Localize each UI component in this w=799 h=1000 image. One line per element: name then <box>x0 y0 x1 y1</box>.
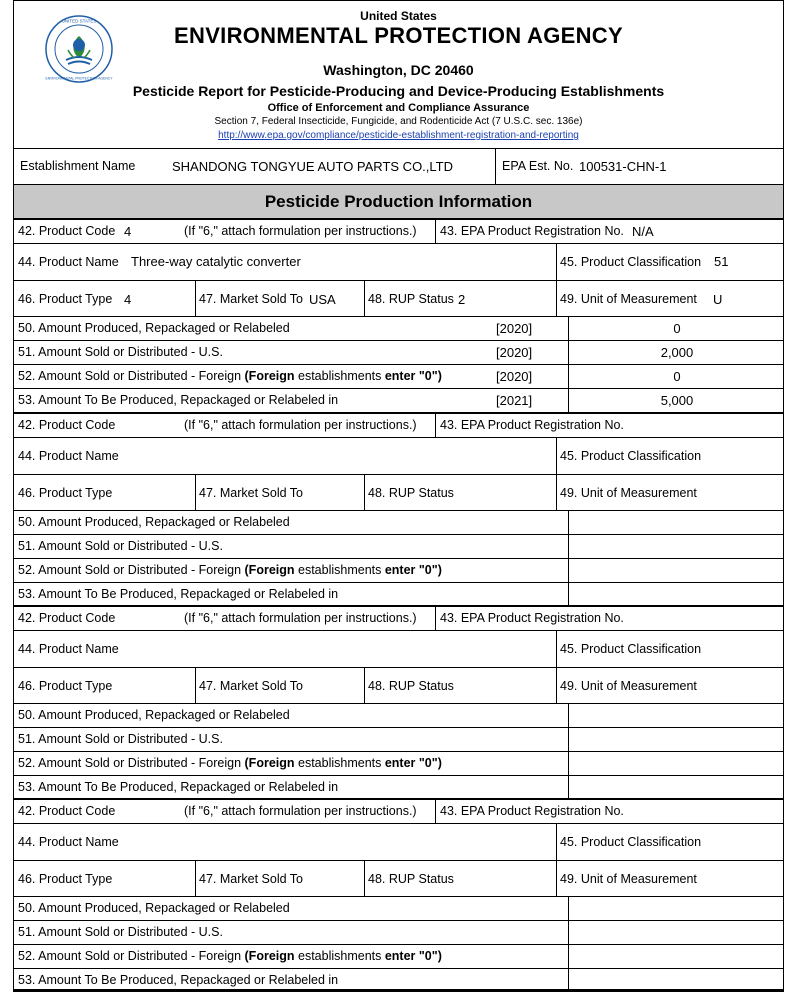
rup-status-label: 48. RUP Status <box>368 292 454 306</box>
divider <box>556 281 557 316</box>
form-header <box>13 0 784 148</box>
rup-status-field[interactable]: 2 <box>458 292 466 307</box>
row-product-code <box>14 412 783 438</box>
sold-us-label: 51. Amount Sold or Distributed - U.S. <box>18 732 223 746</box>
product-code-label: 42. Product Code <box>18 804 116 818</box>
divider <box>568 969 569 992</box>
formulation-note: (If "6," attach formulation per instructions.) <box>184 611 417 625</box>
to-produce-label: 53. Amount To Be Produced, Repackaged or Relabeled in <box>18 393 339 407</box>
establishment-name-field[interactable]: SHANDONG TONGYUE AUTO PARTS CO.,LTD <box>172 159 453 174</box>
divider <box>495 149 496 184</box>
amount-produced-label: 50. Amount Produced, Repackaged or Relabeled <box>18 321 290 335</box>
row-to-produce <box>14 389 783 412</box>
divider <box>568 704 569 727</box>
row-sold-foreign <box>14 752 783 776</box>
registration-field[interactable]: N/A <box>632 224 654 239</box>
divider <box>568 921 569 944</box>
divider <box>364 668 365 703</box>
unit-label: 49. Unit of Measurement <box>560 679 697 693</box>
row-to-produce <box>14 776 783 799</box>
divider <box>556 244 557 280</box>
header-agency: ENVIRONMENTAL PROTECTION AGENCY <box>174 23 623 48</box>
sold-us-label: 51. Amount Sold or Distributed - U.S. <box>18 539 223 553</box>
row-sold-us <box>14 535 783 559</box>
year-produced[interactable]: [2020] <box>496 321 533 336</box>
row-sold-us <box>14 921 783 945</box>
row-product-type <box>14 281 783 317</box>
row-product-name <box>14 824 783 861</box>
header-office: Office of Enforcement and Compliance Assurance <box>267 102 530 114</box>
classification-label: 45. Product Classification <box>560 835 702 849</box>
row-sold-us <box>14 728 783 752</box>
divider <box>556 861 557 896</box>
product-type-field[interactable]: 4 <box>124 292 132 307</box>
product-name-label: 44. Product Name <box>18 642 119 656</box>
sold-us-label: 51. Amount Sold or Distributed - U.S. <box>18 925 223 939</box>
divider <box>568 776 569 799</box>
to-produce-label: 53. Amount To Be Produced, Repackaged or Relabeled in <box>18 587 339 601</box>
classification-label: 45. Product Classification <box>560 255 702 269</box>
row-product-code <box>14 218 783 244</box>
product-name-label: 44. Product Name <box>18 255 119 269</box>
svg-text:UNITED STATES: UNITED STATES <box>61 18 97 24</box>
header-url-link[interactable]: http://www.epa.gov/compliance/pesticide-establishment-registration-and-reporting <box>218 130 579 141</box>
unit-label: 49. Unit of Measurement <box>560 292 697 306</box>
product-name-label: 44. Product Name <box>18 835 119 849</box>
registration-label: 43. EPA Product Registration No. <box>440 224 624 238</box>
market-field[interactable]: USA <box>309 292 336 307</box>
header-city: Washington, DC 20460 <box>323 62 474 78</box>
divider <box>195 668 196 703</box>
unit-label: 49. Unit of Measurement <box>560 872 697 886</box>
product-block <box>13 605 784 799</box>
formulation-note: (If "6," attach formulation per instructions.) <box>184 418 417 432</box>
sold-us-field[interactable]: 2,000 <box>660 345 694 360</box>
classification-label: 45. Product Classification <box>560 642 702 656</box>
divider <box>568 752 569 775</box>
divider <box>556 475 557 510</box>
svg-text:ENVIRONMENTAL PROTECTION AGENC: ENVIRONMENTAL PROTECTION AGENCY <box>45 76 113 81</box>
sold-foreign-label: 52. Amount Sold or Distributed - Foreign (Foreign establishments enter "0") <box>18 563 442 577</box>
unit-label: 49. Unit of Measurement <box>560 486 697 500</box>
year-sold-us[interactable]: [2020] <box>496 345 533 360</box>
market-label: 47. Market Sold To <box>199 486 303 500</box>
year-sold-foreign[interactable]: [2020] <box>496 369 533 384</box>
sold-foreign-label: 52. Amount Sold or Distributed - Foreign (Foreign establishments enter "0") <box>18 369 442 383</box>
rup-status-label: 48. RUP Status <box>368 679 454 693</box>
divider <box>364 475 365 510</box>
divider <box>568 945 569 968</box>
divider <box>568 728 569 751</box>
row-amount-produced <box>14 704 783 728</box>
product-block <box>13 412 784 606</box>
row-sold-foreign <box>14 559 783 583</box>
rup-status-label: 48. RUP Status <box>368 486 454 500</box>
registration-label: 43. EPA Product Registration No. <box>440 611 624 625</box>
divider <box>364 281 365 316</box>
divider <box>364 861 365 896</box>
divider <box>435 800 436 823</box>
classification-label: 45. Product Classification <box>560 449 702 463</box>
establishment-row <box>13 148 784 185</box>
divider <box>195 281 196 316</box>
to-produce-label: 53. Amount To Be Produced, Repackaged or Relabeled in <box>18 973 339 987</box>
product-name-field[interactable]: Three-way catalytic converter <box>131 254 301 269</box>
sold-foreign-label: 52. Amount Sold or Distributed - Foreign (Foreign establishments enter "0") <box>18 756 442 770</box>
product-type-label: 46. Product Type <box>18 872 113 886</box>
divider <box>195 475 196 510</box>
product-code-label: 42. Product Code <box>18 418 116 432</box>
row-product-type <box>14 668 783 704</box>
divider <box>435 220 436 243</box>
divider <box>556 631 557 667</box>
year-to-produce[interactable]: [2021] <box>496 393 533 408</box>
divider <box>568 583 569 606</box>
divider <box>568 535 569 558</box>
to-produce-label: 53. Amount To Be Produced, Repackaged or Relabeled in <box>18 780 339 794</box>
product-code-field[interactable]: 4 <box>124 224 132 239</box>
epa-est-no-label: EPA Est. No. <box>502 159 574 173</box>
row-product-name <box>14 244 783 281</box>
row-product-code <box>14 798 783 824</box>
registration-label: 43. EPA Product Registration No. <box>440 418 624 432</box>
report-title: Pesticide Report for Pesticide-Producing and Device-Producing Establishments <box>132 83 665 99</box>
market-label: 47. Market Sold To <box>199 679 303 693</box>
rup-status-label: 48. RUP Status <box>368 872 454 886</box>
divider <box>568 897 569 920</box>
row-product-code <box>14 605 783 631</box>
divider <box>556 824 557 860</box>
classification-field[interactable]: 51 <box>714 254 729 269</box>
header-country: United States <box>360 9 437 23</box>
sold-foreign-field[interactable]: 0 <box>673 369 681 384</box>
divider <box>195 861 196 896</box>
formulation-note: (If "6," attach formulation per instructions.) <box>184 804 417 818</box>
divider <box>435 414 436 437</box>
sold-us-label: 51. Amount Sold or Distributed - U.S. <box>18 345 223 359</box>
amount-produced-label: 50. Amount Produced, Repackaged or Relabeled <box>18 901 290 915</box>
section-title: Pesticide Production Information <box>13 185 784 218</box>
row-sold-us <box>14 341 783 365</box>
establishment-name-label: Establishment Name <box>20 159 136 173</box>
product-type-label: 46. Product Type <box>18 292 113 306</box>
product-block <box>13 798 784 992</box>
divider <box>556 438 557 474</box>
row-sold-foreign <box>14 945 783 969</box>
sold-foreign-label: 52. Amount Sold or Distributed - Foreign (Foreign establishments enter "0") <box>18 949 442 963</box>
market-label: 47. Market Sold To <box>199 872 303 886</box>
row-product-name <box>14 438 783 475</box>
header-section: Section 7, Federal Insecticide, Fungicide, and Rodenticide Act (7 U.S.C. sec. 136e) <box>214 116 583 127</box>
row-to-produce <box>14 583 783 606</box>
row-amount-produced <box>14 897 783 921</box>
product-type-label: 46. Product Type <box>18 486 113 500</box>
amount-produced-label: 50. Amount Produced, Repackaged or Relabeled <box>18 708 290 722</box>
product-code-label: 42. Product Code <box>18 611 116 625</box>
amount-produced-label: 50. Amount Produced, Repackaged or Relabeled <box>18 515 290 529</box>
divider <box>568 511 569 534</box>
product-block <box>13 218 784 412</box>
amount-produced-field[interactable]: 0 <box>673 321 681 336</box>
registration-label: 43. EPA Product Registration No. <box>440 804 624 818</box>
row-amount-produced <box>14 317 783 341</box>
divider <box>556 668 557 703</box>
row-to-produce <box>14 969 783 992</box>
epa-est-no-field[interactable]: 100531-CHN-1 <box>579 159 667 174</box>
row-amount-produced <box>14 511 783 535</box>
product-code-label: 42. Product Code <box>18 224 116 238</box>
divider <box>435 607 436 630</box>
to-produce-field[interactable]: 5,000 <box>660 393 694 408</box>
divider <box>568 559 569 582</box>
market-label: 47. Market Sold To <box>199 292 303 306</box>
formulation-note: (If "6," attach formulation per instructions.) <box>184 224 417 238</box>
row-product-name <box>14 631 783 668</box>
row-product-type <box>14 475 783 511</box>
product-type-label: 46. Product Type <box>18 679 113 693</box>
row-product-type <box>14 861 783 897</box>
unit-field[interactable]: U <box>713 292 723 307</box>
row-sold-foreign <box>14 365 783 389</box>
product-name-label: 44. Product Name <box>18 449 119 463</box>
